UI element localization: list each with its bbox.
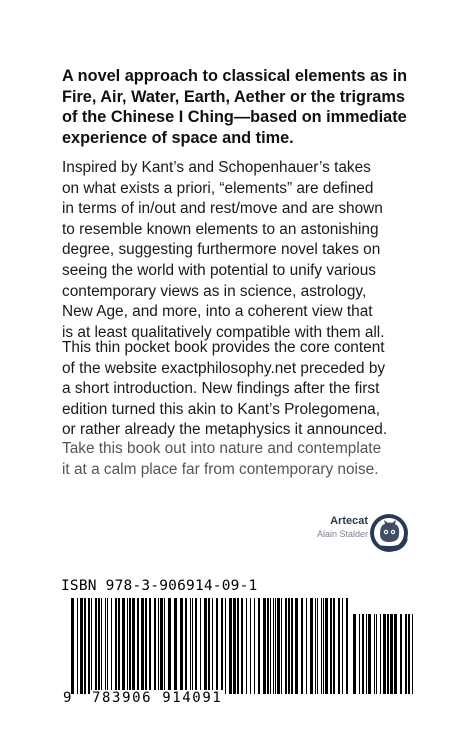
publisher-author: Alain Stalder	[316, 529, 368, 539]
barcode-lead-digit: 9	[63, 690, 72, 706]
barcode-bar	[221, 598, 223, 694]
barcode-bar	[306, 598, 307, 694]
barcode-bar	[323, 598, 324, 694]
barcode-bar	[333, 598, 335, 694]
barcode-bar	[164, 598, 165, 694]
barcode-bar	[129, 598, 131, 694]
barcode-bar	[101, 598, 102, 694]
paragraph-line: contemporary views as in science, astrology,	[62, 282, 367, 300]
paragraph-line: or rather already the metaphysics it announced.	[62, 421, 388, 439]
barcode-bar	[95, 598, 97, 694]
barcode-bar	[107, 598, 108, 694]
barcode-bar	[250, 598, 251, 694]
barcode-bar	[233, 598, 236, 694]
barcode-bar	[115, 598, 117, 694]
barcode-bar	[321, 598, 322, 694]
paragraph-line: on what exists a priori, “elements” are defined	[62, 179, 374, 197]
barcode-bar	[77, 598, 78, 694]
barcode-bar	[288, 598, 290, 694]
barcode-bar	[342, 598, 343, 694]
barcode-bar	[71, 598, 74, 694]
barcode-bar	[317, 598, 318, 694]
paragraph-line: edition turned this akin to Kant’s Prolegomena,	[62, 400, 380, 418]
barcode-bar	[229, 598, 232, 694]
barcode-bar	[154, 598, 156, 694]
barcode-bar	[241, 598, 243, 694]
paragraph-line: of the website exactphilosophy.net preceded by	[62, 359, 386, 377]
barcode-bar	[246, 598, 247, 694]
barcode-bar	[263, 598, 266, 694]
barcode-bar	[122, 598, 125, 694]
barcode-bar	[301, 598, 303, 694]
publisher-imprint	[300, 512, 410, 560]
paragraph-line: New Age, and more, into a coherent view that	[62, 303, 373, 321]
paragraph-line: seeing the world with potential to unify various	[62, 261, 376, 279]
paragraph-line: in terms of in/out and rest/move and are shown	[62, 200, 383, 218]
publisher-name: Artecat	[330, 515, 368, 527]
barcode-bar	[273, 598, 274, 694]
barcode-bar	[216, 598, 218, 694]
barcode-bar	[225, 598, 226, 694]
paragraph-closing	[62, 439, 422, 480]
paragraph-content-note	[62, 338, 422, 441]
barcode-bar	[325, 598, 328, 694]
barcode-bar	[141, 598, 144, 694]
barcode-bar	[118, 598, 120, 694]
barcode-bar	[204, 598, 207, 694]
barcode-bar	[277, 598, 280, 694]
paragraph-description	[62, 158, 422, 343]
barcode-digits: 783906 914091	[92, 690, 223, 706]
barcode-bar	[258, 598, 260, 694]
paragraph-line: degree, suggesting furthermore novel takes on	[62, 241, 381, 259]
barcode-bar	[98, 598, 100, 694]
barcode-bar	[338, 598, 340, 694]
barcode-bar	[285, 598, 287, 694]
barcode-bar	[267, 598, 269, 694]
barcode-bar	[254, 598, 255, 694]
barcode-bar	[281, 598, 282, 694]
lead-line: of the Chinese I Ching—based on immediate	[62, 108, 407, 127]
barcode-bar	[346, 598, 348, 694]
barcode-bar	[330, 598, 332, 694]
paragraph-line: is at least qualitatively compatible with them all.	[62, 323, 385, 341]
lead-blurb	[62, 66, 422, 148]
paragraph-line: Inspired by Kant’s and Schopenhauer’s takes	[62, 159, 371, 176]
barcode-bar	[310, 598, 313, 694]
barcode-bar	[275, 598, 276, 694]
barcode-bar	[160, 598, 163, 694]
cat-circle-logo-icon	[368, 512, 410, 554]
paragraph-line: Take this book out into nature and contemplate	[62, 440, 382, 457]
barcode-bar	[270, 598, 271, 694]
barcode-bar	[295, 598, 298, 694]
isbn-label: ISBN 978-3-906914-09-1	[61, 578, 258, 594]
paragraph-line: This thin pocket book provides the core content	[62, 339, 385, 356]
barcode-bar	[212, 598, 213, 694]
barcode-bar	[237, 598, 239, 694]
lead-line: experience of space and time.	[62, 128, 294, 147]
barcode-bar	[132, 598, 135, 694]
barcode-bar	[200, 598, 201, 694]
barcode-bar	[180, 598, 183, 694]
barcode-bar	[190, 598, 191, 694]
barcode-bar	[84, 598, 86, 694]
lead-line: Fire, Air, Water, Earth, Aether or the trigrams	[62, 87, 405, 106]
barcode-bar	[195, 598, 197, 694]
barcode-bar	[88, 598, 90, 694]
barcode-bar	[80, 598, 83, 694]
barcode-bar	[208, 598, 210, 694]
lead-line: A novel approach to classical elements as in	[62, 67, 408, 85]
barcode-bar	[291, 598, 293, 694]
barcode-bar	[158, 598, 159, 694]
barcode-bar	[105, 598, 106, 694]
barcode-bar	[192, 598, 193, 694]
barcode-bar	[174, 598, 177, 694]
barcode-bar	[168, 598, 171, 694]
barcode-bar	[111, 598, 112, 694]
barcode-bar	[127, 598, 128, 694]
paragraph-line: it at a calm place far from contemporary noise.	[62, 460, 379, 478]
barcode-bar	[145, 598, 147, 694]
paragraph-line: a short introduction. New findings after the first	[62, 380, 380, 398]
barcode-bar	[91, 598, 92, 694]
barcode-bar	[185, 598, 187, 694]
barcode-bar	[315, 598, 316, 694]
paragraph-line: to resemble known elements to an astonishing	[62, 220, 379, 238]
barcode-bar	[137, 598, 139, 694]
barcode-bar	[149, 598, 151, 694]
